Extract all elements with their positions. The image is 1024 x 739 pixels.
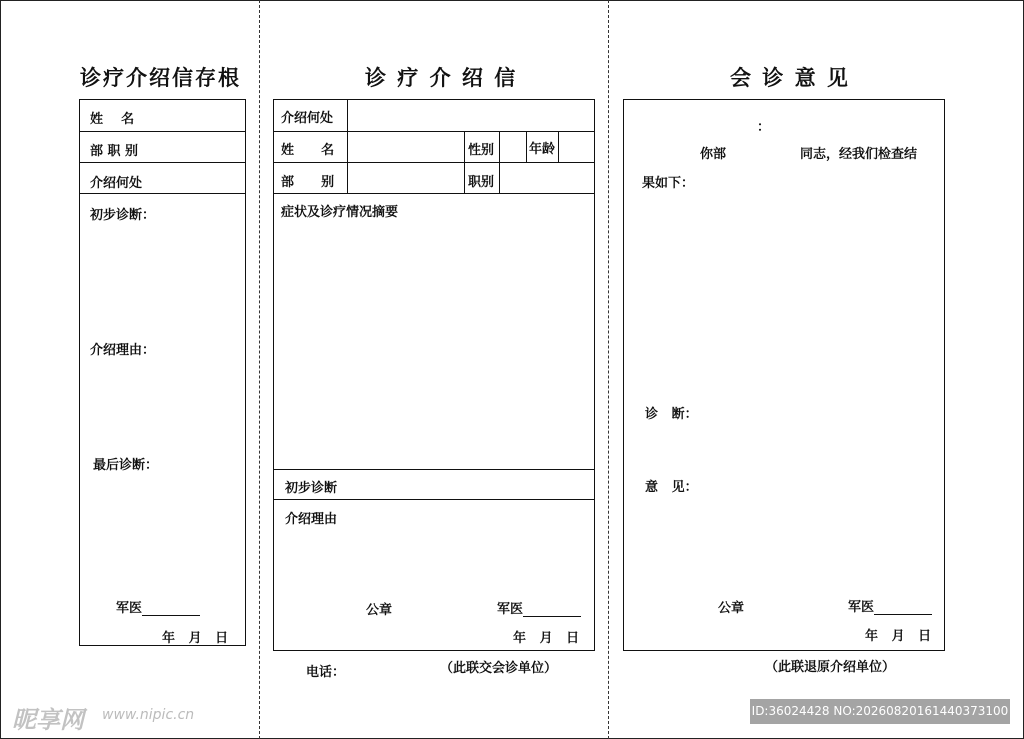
consult-title: 会 诊 意 见	[730, 65, 850, 90]
letter-dept-label: 部 别	[281, 175, 335, 190]
letter-footer-note: （此联交会诊单位）	[440, 661, 558, 676]
stub-reason-label: 介绍理由：	[90, 343, 156, 358]
consult-doctor-signature-line	[874, 602, 932, 615]
letter-doctor-label: 军医	[497, 602, 524, 617]
letter-name-label: 姓 名	[281, 143, 335, 158]
letter-symptoms-label: 症状及诊疗情况摘要	[281, 205, 399, 220]
stub-doctor-label: 军医	[116, 601, 143, 616]
consult-seal-label: 公章	[718, 601, 745, 616]
stub-row-divider	[79, 162, 246, 163]
letter-referral-to-label: 介绍何处	[281, 111, 334, 126]
letter-col-divider	[499, 131, 500, 193]
stub-row-divider	[79, 193, 246, 194]
letter-position-label: 职别	[468, 175, 495, 190]
letter-col-divider	[558, 131, 559, 162]
consult-footer-note: （此联退原介绍单位）	[765, 660, 896, 675]
letter-gender-label: 性别	[468, 143, 495, 158]
consult-your-dept-text: 你部	[700, 147, 727, 162]
letter-doctor-signature	[497, 598, 581, 617]
letter-row-divider	[273, 469, 595, 470]
stub-initial-diagnosis-label: 初步诊断：	[90, 208, 156, 223]
letter-col-divider	[464, 131, 465, 193]
consult-date-label: 年 月 日	[865, 629, 932, 644]
letter-row-divider	[273, 193, 595, 194]
consult-opinion-label: 意 见：	[645, 480, 698, 495]
stub-dept-label: 部 职 别	[90, 144, 139, 159]
stub-name-label: 姓 名	[90, 112, 135, 127]
consult-comrade-text: 同志，经我们检查结	[800, 147, 918, 162]
letter-age-label: 年龄	[529, 142, 556, 157]
stub-final-diagnosis-label: 最后诊断：	[93, 458, 159, 473]
watermark-url: www.nipic.cn	[102, 707, 195, 723]
stub-doctor-signature-line	[142, 603, 200, 616]
stub-date-label: 年 月 日	[162, 631, 229, 646]
stub-referral-to-label: 介绍何处	[90, 176, 143, 191]
perforation-line-right	[608, 0, 609, 739]
letter-phone-label: 电话：	[306, 665, 346, 680]
consult-doctor-signature	[848, 596, 932, 615]
watermark-logo: 昵享网	[12, 706, 84, 734]
letter-seal-label: 公章	[366, 603, 393, 618]
letter-title: 诊 疗 介 绍 信	[365, 65, 518, 90]
letter-col-divider	[347, 99, 348, 193]
perforation-line-left	[259, 0, 260, 739]
consult-result-text: 果如下：	[642, 176, 695, 191]
stub-row-divider	[79, 131, 246, 132]
letter-row-divider	[273, 499, 595, 500]
letter-initial-diagnosis-label: 初步诊断	[285, 481, 338, 496]
consult-doctor-label: 军医	[848, 600, 875, 615]
stub-doctor-signature	[116, 597, 200, 616]
letter-doctor-signature-line	[523, 604, 581, 617]
watermark-id-banner: ID:36024428 NO:20260820161440373100	[750, 699, 1010, 724]
letter-row-divider	[273, 162, 595, 163]
letter-reason-label: 介绍理由	[285, 512, 338, 527]
consult-diagnosis-label: 诊 断：	[645, 407, 698, 422]
consult-addressee-colon: ：	[757, 120, 771, 135]
stub-title: 诊疗介绍信存根	[80, 65, 241, 90]
letter-row-divider	[273, 131, 595, 132]
letter-date-label: 年 月 日	[513, 631, 580, 646]
letter-col-divider	[526, 131, 527, 162]
